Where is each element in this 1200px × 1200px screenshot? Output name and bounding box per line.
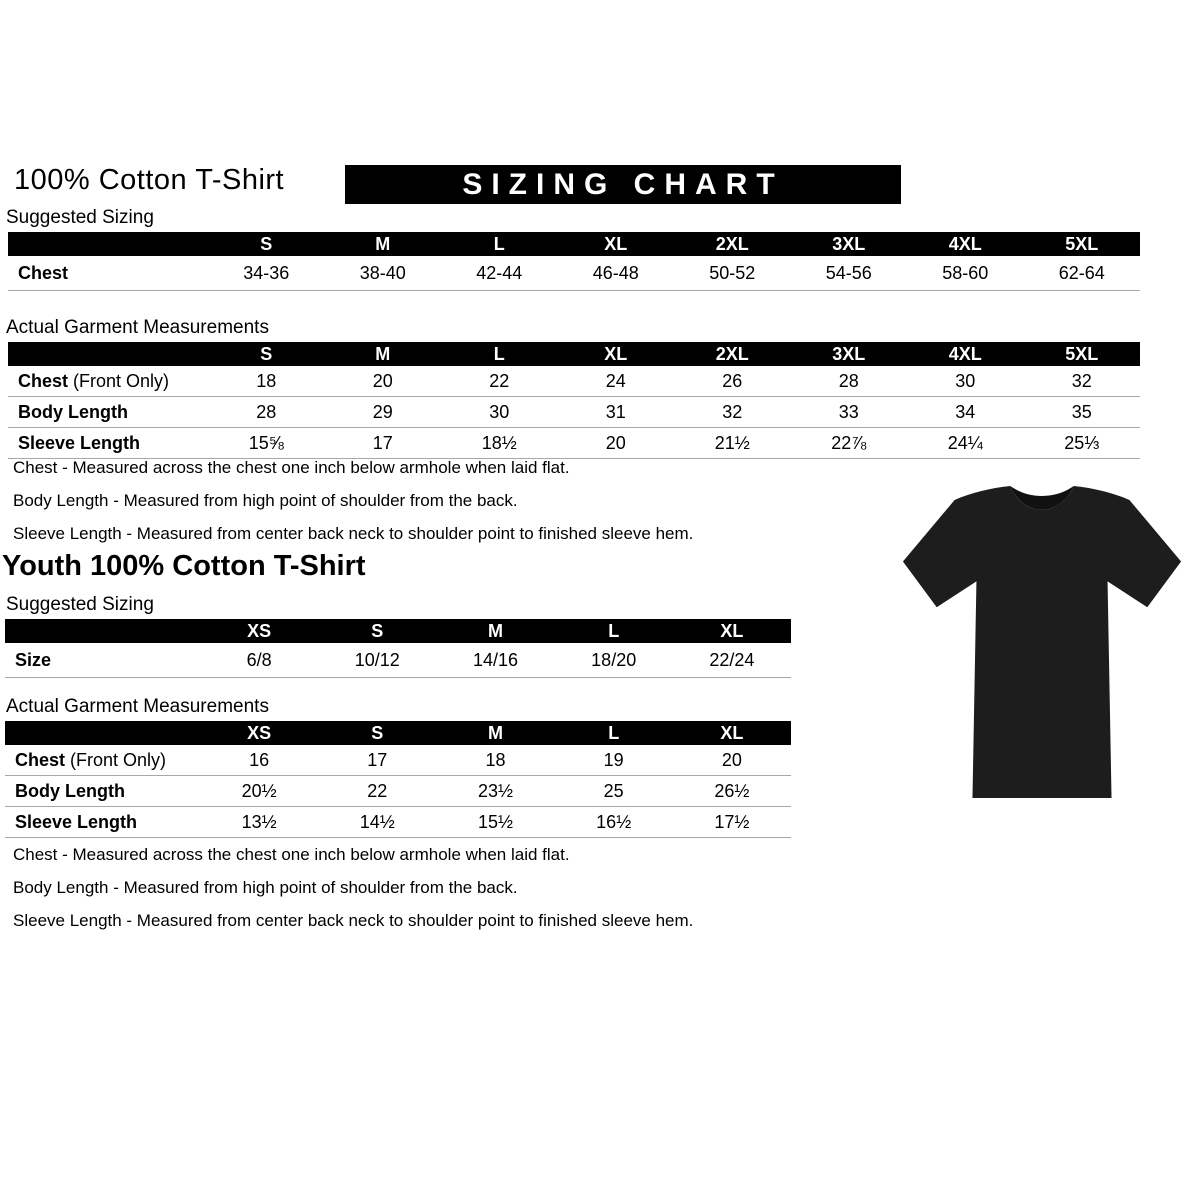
table-cell: 18 [485, 749, 506, 770]
table-cell: 20 [605, 432, 626, 453]
table-header-row [5, 619, 791, 643]
note-sleeve-length: Sleeve Length - Measured from center back neck to shoulder point to finished sleeve hem. [13, 911, 694, 930]
table-header-cell: S [371, 620, 384, 641]
table-cell: 17½ [714, 811, 750, 832]
tshirt-body-shape [903, 486, 1181, 798]
table-cell: 20 [721, 749, 742, 770]
table-row [5, 643, 791, 678]
table-header-cell: M [375, 343, 391, 364]
table-header-cell: L [608, 722, 620, 743]
table-cell: 38-40 [359, 262, 406, 283]
table-header-cell: S [260, 343, 273, 364]
table-cell: 30 [489, 401, 510, 422]
table-header-cell: XL [720, 620, 744, 641]
table-header-row [8, 342, 1140, 366]
table-row-label: Chest [18, 262, 69, 283]
table-header-cell: XL [720, 722, 744, 743]
table-cell: 15½ [477, 811, 514, 832]
table-row [5, 776, 791, 807]
note-body-length: Body Length - Measured from high point of shoulder from the back. [13, 491, 518, 510]
table-cell: 50-52 [709, 262, 756, 283]
table-header-cell: L [608, 620, 620, 641]
table-cell: 34 [955, 401, 976, 422]
table-header-cell: M [487, 620, 503, 641]
table-header-cell: S [371, 722, 384, 743]
table-header-cell: 3XL [832, 233, 866, 254]
table-cell: 42-44 [476, 262, 523, 283]
adult-suggested-sizing-table [8, 232, 1140, 291]
table-cell: 22/24 [709, 649, 755, 670]
youth-measurement-notes [13, 845, 833, 944]
table-cell: 23½ [477, 780, 514, 801]
table-cell: 28 [838, 370, 859, 391]
tshirt-icon [893, 468, 1191, 820]
table-header-cell: 3XL [832, 343, 866, 364]
table-cell: 18 [256, 370, 277, 391]
table-cell: 20 [372, 370, 393, 391]
sizing-chart-banner: SIZING CHART [345, 165, 901, 204]
table-cell: 22 [367, 780, 388, 801]
table-cell: 24¼ [947, 432, 983, 453]
table-cell: 25⅓ [1064, 432, 1100, 453]
table-cell: 13½ [241, 811, 277, 832]
table-row-label: Body Length [18, 401, 128, 422]
table-header-row [5, 721, 791, 745]
table-cell: 21½ [714, 432, 750, 453]
table-header-cell: S [260, 233, 273, 254]
table-cell: 26½ [714, 780, 750, 801]
table-cell: 6/8 [246, 649, 272, 670]
adult-actual-measurements-table [8, 342, 1140, 459]
table-cell: 29 [372, 401, 393, 422]
table-row-label: Size [15, 649, 52, 670]
table-cell: 33 [838, 401, 859, 422]
table-cell: 16½ [596, 811, 632, 832]
page-title: 100% Cotton T-Shirt [14, 164, 285, 196]
table-header-cell: XS [247, 722, 272, 743]
table-row [8, 256, 1140, 291]
table-header-cell: XL [604, 343, 628, 364]
table-row [5, 745, 791, 776]
table-cell: 32 [722, 401, 743, 422]
table-cell: 58-60 [942, 262, 989, 283]
table-header-cell: L [493, 343, 505, 364]
table-cell: 18/20 [591, 649, 637, 670]
table-cell: 18½ [481, 432, 517, 453]
note-chest: Chest - Measured across the chest one inch below armhole when laid flat. [13, 845, 570, 864]
table-header-cell: L [493, 233, 505, 254]
table-cell: 22⅞ [831, 432, 867, 453]
table-header-cell: M [487, 722, 503, 743]
youth-suggested-sizing-label: Suggested Sizing [6, 594, 154, 615]
youth-suggested-sizing-table [5, 619, 791, 678]
table-header-cell: XS [247, 620, 272, 641]
table-cell: 35 [1071, 401, 1092, 422]
table-cell: 31 [605, 401, 626, 422]
table-row [8, 428, 1140, 459]
table-header-cell: 5XL [1065, 233, 1099, 254]
table-row [5, 807, 791, 838]
table-row-label: Chest (Front Only) [18, 370, 170, 391]
adult-suggested-sizing-label: Suggested Sizing [6, 207, 154, 228]
youth-section-title: Youth 100% Cotton T-Shirt [2, 550, 366, 582]
table-cell: 19 [603, 749, 624, 770]
table-header-cell: M [375, 233, 391, 254]
table-row-label: Body Length [15, 780, 125, 801]
table-row-label: Chest (Front Only) [15, 749, 167, 770]
note-chest: Chest - Measured across the chest one inch below armhole when laid flat. [13, 458, 570, 477]
adult-measurement-notes [13, 458, 833, 557]
table-cell: 20½ [241, 780, 277, 801]
table-row-label: Sleeve Length [15, 811, 138, 832]
table-cell: 32 [1071, 370, 1092, 391]
table-cell: 26 [722, 370, 743, 391]
table-cell: 14½ [359, 811, 395, 832]
table-cell: 17 [372, 432, 393, 453]
table-cell: 22 [489, 370, 510, 391]
table-cell: 17 [367, 749, 388, 770]
table-cell: 14/16 [472, 649, 519, 670]
table-cell: 24 [605, 370, 626, 391]
table-cell: 34-36 [243, 262, 290, 283]
table-header-cell: 2XL [715, 233, 749, 254]
table-cell: 25 [603, 780, 624, 801]
table-cell: 16 [249, 749, 270, 770]
table-cell: 46-48 [592, 262, 639, 283]
youth-actual-measurements-label: Actual Garment Measurements [6, 696, 269, 717]
table-header-row [8, 232, 1140, 256]
table-cell: 28 [256, 401, 277, 422]
table-cell: 30 [955, 370, 976, 391]
table-header-cell: XL [604, 233, 628, 254]
table-cell: 10/12 [354, 649, 400, 670]
youth-actual-measurements-table [5, 721, 791, 838]
table-row [8, 397, 1140, 428]
table-header-cell: 5XL [1065, 343, 1099, 364]
table-cell: 15⅝ [248, 432, 284, 453]
adult-actual-measurements-label: Actual Garment Measurements [6, 317, 269, 338]
table-header-cell: 4XL [948, 233, 982, 254]
table-cell: 54-56 [825, 262, 872, 283]
note-sleeve-length: Sleeve Length - Measured from center back neck to shoulder point to finished sleeve hem. [13, 524, 694, 543]
note-body-length: Body Length - Measured from high point of shoulder from the back. [13, 878, 518, 897]
table-row [8, 366, 1140, 397]
tshirt-product-image [893, 468, 1191, 820]
table-cell: 62-64 [1058, 262, 1105, 283]
table-header-cell: 2XL [715, 343, 749, 364]
table-header-cell: 4XL [948, 343, 982, 364]
table-row-label: Sleeve Length [18, 432, 141, 453]
